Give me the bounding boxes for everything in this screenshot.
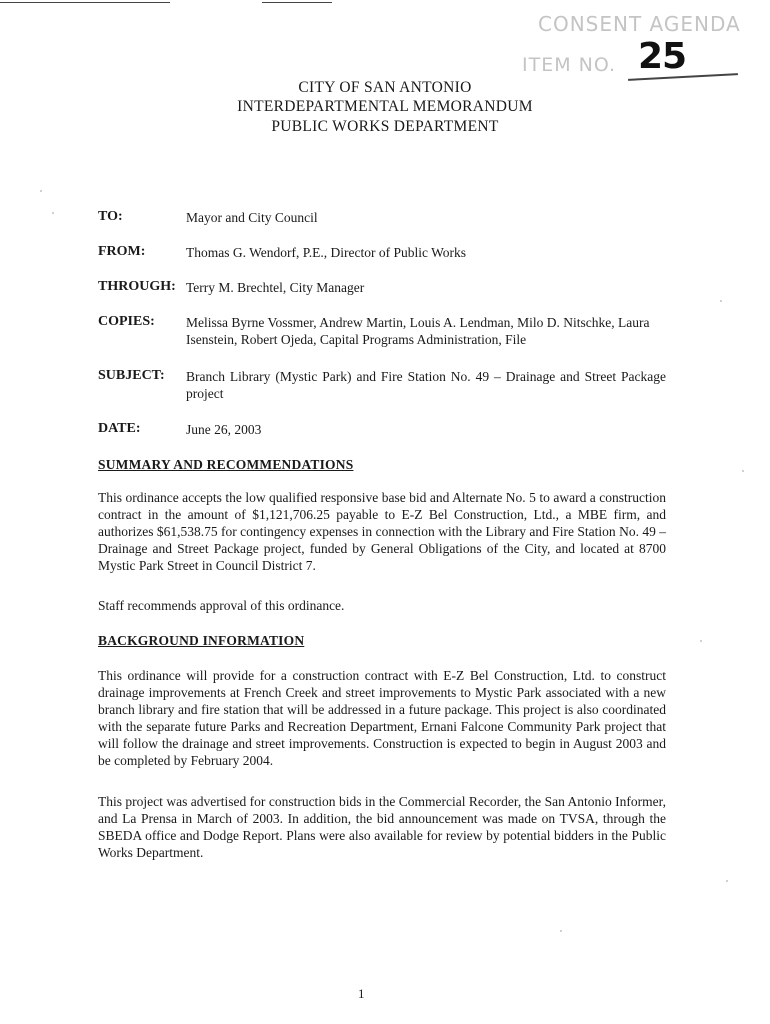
date-value: June 26, 2003 [186, 422, 262, 437]
background-heading: BACKGROUND INFORMATION [98, 633, 305, 648]
from-label: FROM: [98, 244, 146, 259]
background-paragraph-2: This project was advertised for construction bids in the Commercial Recorder, the San Antonio Informer, and La Prensa in March of 2003. In addition, the bid announcement was made on TVSA, through the SBEDA office and Dodge Report. Plans were also available for review by potential bidders in the Public Works Department. [98, 794, 666, 860]
scan-line [0, 2, 170, 3]
to-value: Mayor and City Council [186, 210, 318, 225]
page-number: 1 [358, 986, 365, 1001]
stamp-consent-agenda: CONSENT AGENDA [538, 12, 741, 36]
subject-label: SUBJECT: [98, 368, 165, 383]
header-department: PUBLIC WORKS DEPARTMENT [271, 118, 499, 135]
header-city: CITY OF SAN ANTONIO [298, 79, 472, 96]
scan-speckle [560, 930, 562, 932]
scan-line [262, 2, 332, 3]
summary-paragraph: This ordinance accepts the low qualified responsive base bid and Alternate No. 5 to award a construction contract in the amount of $1,121,706.25 payable to E-Z Bel Construction, Ltd., a MBE firm, and authorizes $61,538.75 for contingency expenses in connection with the Library and Fire Station No. 49 – Drainage and Street Package project, funded by General Obligations of the City, and located at 8700 Mystic Park Street in Council District 7. [98, 490, 666, 573]
scan-speckle [720, 300, 722, 302]
date-label: DATE: [98, 421, 141, 436]
scan-speckle [40, 190, 42, 192]
recommendation-paragraph: Staff recommends approval of this ordinance. [98, 598, 345, 613]
scan-speckle [726, 880, 728, 882]
from-value: Thomas G. Wendorf, P.E., Director of Public Works [186, 245, 467, 260]
to-label: TO: [98, 209, 123, 224]
through-label: THROUGH: [98, 279, 176, 294]
stamp-item-no: ITEM NO. [522, 54, 617, 76]
scan-speckle [700, 640, 702, 642]
copies-label: COPIES: [98, 314, 155, 329]
header-memo-type: INTERDEPARTMENTAL MEMORANDUM [237, 98, 533, 115]
scan-speckle [742, 470, 744, 472]
background-paragraph-1: This ordinance will provide for a construction contract with E-Z Bel Construction, Ltd. to construct drainage improvements at French Creek and street improvements to Mystic Park associated with a new branch library and fire station that will be addressed in a future package. This project is also coordinated with the separate future Parks and Recreation Department, Ernani Falcone Community Park project that will follow the drainage and street improvements. Construction is expected to begin in August 2003 and be completed by February 2004. [98, 668, 666, 768]
copies-value: Melissa Byrne Vossmer, Andrew Martin, Louis A. Lendman, Milo D. Nitschke, Laura Isenstein, Robert Ojeda, Capital Programs Administration, File [186, 315, 650, 347]
subject-value: Branch Library (Mystic Park) and Fire Station No. 49 – Drainage and Street Package project [186, 369, 666, 401]
through-value: Terry M. Brechtel, City Manager [186, 280, 365, 295]
stamp-item-number: 25 [638, 36, 687, 77]
summary-heading: SUMMARY AND RECOMMENDATIONS [98, 457, 354, 472]
scan-speckle [52, 212, 54, 214]
